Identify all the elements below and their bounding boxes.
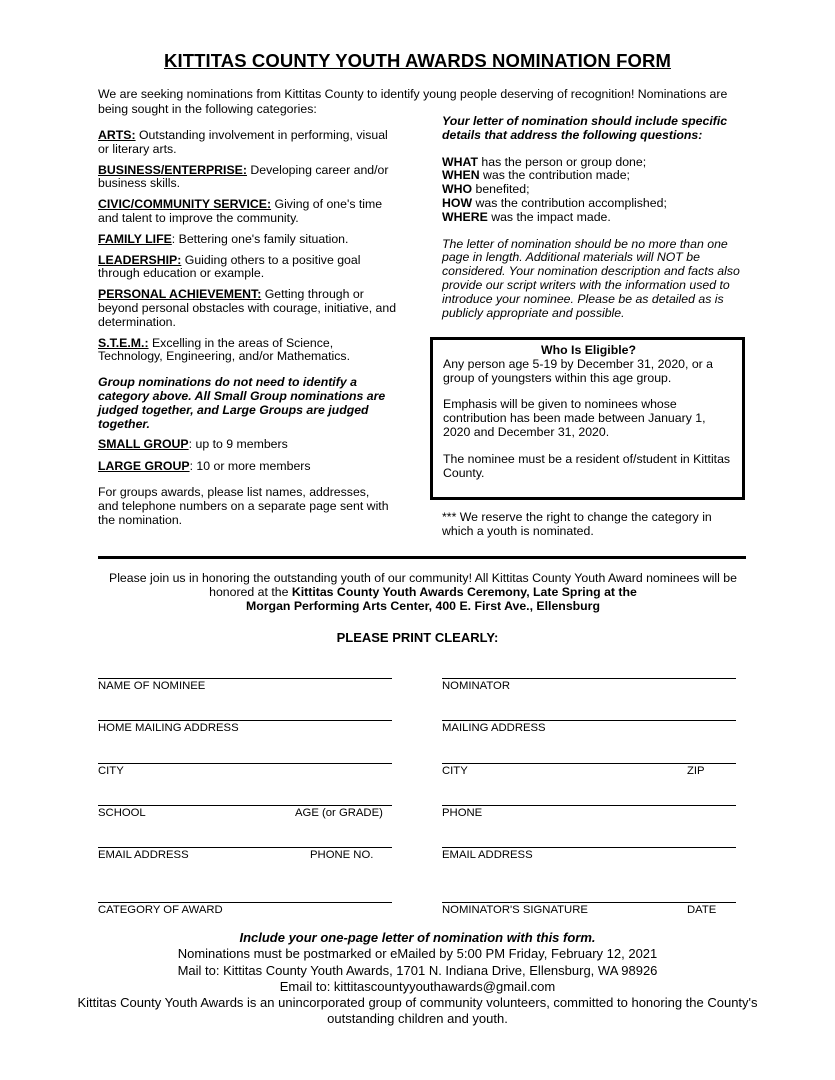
category-desc: Excelling in the areas of Science, Technology, Engineering, and/or Mathematics.	[98, 335, 351, 364]
category-name: LEADERSHIP:	[98, 252, 182, 267]
question-text: benefited;	[472, 182, 530, 197]
question-word: WHERE	[442, 209, 488, 224]
form-title: KITTITAS COUNTY YOUTH AWARDS NOMINATION FORM	[164, 50, 671, 71]
nominee-city-line[interactable]	[98, 763, 392, 764]
nominee-email-line[interactable]	[98, 847, 392, 848]
field-label: ZIP	[687, 765, 705, 777]
category-personal	[98, 288, 398, 329]
category-name: BUSINESS/ENTERPRISE:	[98, 162, 247, 177]
field-label: NAME OF NOMINEE	[98, 680, 206, 692]
group-desc: : 10 or more members	[189, 459, 311, 474]
nominator-email-line[interactable]	[442, 847, 736, 848]
reserve-note: *** We reserve the right to change the category in which a youth is nominated.	[442, 510, 712, 538]
category-family	[98, 233, 398, 247]
groups-awards-note: For groups awards, please list names, addresses, and telephone numbers on a separate page sent with the nomination.	[98, 484, 389, 527]
eligibility-box	[430, 337, 745, 500]
question-where	[442, 211, 740, 225]
footer-mail-address: Mail to: Kittitas County Youth Awards, 1701 N. Indiana Drive, Ellensburg, WA 98926	[177, 962, 658, 978]
category-name: S.T.E.M.:	[98, 335, 149, 350]
field-label: NOMINATOR'S SIGNATURE	[442, 904, 588, 916]
field-label: CITY	[442, 765, 468, 777]
category-list	[98, 129, 398, 527]
field-label: SCHOOL	[98, 807, 146, 819]
question-word: WHAT	[442, 154, 478, 169]
category-desc: : Bettering one's family situation.	[171, 231, 349, 246]
field-label: NOMINATOR	[442, 680, 510, 692]
question-text: was the contribution made;	[479, 168, 630, 183]
footer-email: Email to: kittitascountyyouthawards@gmail.com	[279, 978, 556, 994]
category-desc: Giving of one's time and talent to improve the community.	[98, 197, 383, 225]
category-name: ARTS:	[98, 128, 136, 142]
footer-deadline: Nominations must be postmarked or eMailed by 5:00 PM Friday, February 12, 2021	[177, 946, 658, 962]
category-stem	[98, 337, 398, 365]
question-word: HOW	[442, 195, 473, 210]
group-note: Group nominations do not need to identify a category above. All Small Group nominations are judged together, and Large Groups are judged together.	[98, 375, 386, 431]
home-address-line[interactable]	[98, 720, 392, 721]
signature-line[interactable]	[442, 902, 736, 903]
print-clearly-heading: PLEASE PRINT CLEARLY:	[336, 630, 499, 645]
question-who	[442, 183, 740, 197]
honor-text: honored at the	[209, 585, 292, 599]
footer-about: Kittitas County Youth Awards is an unincorporated group of community volunteers, committed to honoring the County's outstanding children and youth.	[77, 995, 758, 1027]
group-desc: : up to 9 members	[188, 437, 288, 452]
large-group	[98, 460, 398, 474]
eligibility-dates: Emphasis will be given to nominees whose contribution has been made between January 1, 2020 and December 31, 2020.	[443, 397, 706, 439]
field-label: PHONE	[442, 807, 483, 819]
question-text: was the contribution accomplished;	[472, 195, 667, 210]
category-of-award-line[interactable]	[98, 902, 392, 903]
footer	[60, 930, 775, 1028]
category-name: FAMILY LIFE	[98, 231, 172, 246]
question-what	[442, 156, 740, 170]
mailing-address-line[interactable]	[442, 720, 736, 721]
category-business	[98, 164, 398, 192]
question-word: WHO	[442, 182, 473, 197]
field-label: EMAIL ADDRESS	[442, 849, 533, 861]
question-how	[442, 197, 740, 211]
field-label: EMAIL ADDRESS	[98, 849, 189, 861]
honor-line: Please join us in honoring the outstanding youth of our community! All Kittitas County Youth Award nominees will be	[109, 571, 737, 585]
field-label: CITY	[98, 765, 124, 777]
nominator-phone-line[interactable]	[442, 805, 736, 806]
category-name: CIVIC/COMMUNITY SERVICE:	[98, 197, 272, 212]
category-civic	[98, 198, 398, 226]
small-group	[98, 438, 398, 452]
group-name: LARGE GROUP	[98, 459, 190, 474]
eligibility-residency: The nominee must be a resident of/student in Kittitas County.	[443, 451, 731, 480]
nominator-line[interactable]	[442, 678, 736, 679]
nominator-city-line[interactable]	[442, 763, 736, 764]
honor-notice	[98, 571, 748, 613]
category-arts	[98, 129, 398, 157]
field-label: PHONE NO.	[310, 849, 374, 861]
category-desc: Guiding others to a positive goal through education or example.	[98, 252, 361, 281]
category-leadership	[98, 254, 398, 282]
section-divider	[98, 556, 746, 559]
field-label: HOME MAILING ADDRESS	[98, 722, 239, 734]
question-when	[442, 169, 740, 183]
footer-instruction: Include your one-page letter of nomination with this form.	[239, 930, 596, 945]
eligibility-age: Any person age 5-19 by December 31, 2020, or a group of youngsters within this age group.	[443, 356, 714, 385]
honor-line	[98, 585, 748, 599]
field-label: MAILING ADDRESS	[442, 722, 546, 734]
school-line[interactable]	[98, 805, 392, 806]
category-desc: Outstanding involvement in performing, visual or literary arts.	[98, 128, 388, 156]
field-label: CATEGORY OF AWARD	[98, 904, 223, 916]
question-word: WHEN	[442, 168, 480, 183]
letter-note: The letter of nomination should be no more than one page in length. Additional materials will NOT be considered. Your nomination description and facts also provide our script writers with the information used to introduce your nominee. Please be as detailed as is publicly appropriate and possible.	[442, 236, 740, 320]
category-desc: Developing career and/or business skills.	[98, 162, 389, 191]
category-desc: Getting through or beyond personal obstacles with courage, initiative, and determination.	[98, 287, 397, 329]
question-text: was the impact made.	[487, 209, 611, 224]
field-label: AGE (or GRADE)	[295, 807, 383, 819]
letter-instructions	[442, 115, 740, 320]
field-label: DATE	[687, 904, 717, 916]
nominee-name-line[interactable]	[98, 678, 392, 679]
category-name: PERSONAL ACHIEVEMENT:	[98, 287, 262, 302]
question-text: has the person or group done;	[477, 154, 647, 169]
intro-text: We are seeking nominations from Kittitas County to identify young people deserving of recognition! Nominations are being sought in the following categories:	[98, 87, 728, 116]
group-name: SMALL GROUP	[98, 437, 189, 452]
honor-venue: Morgan Performing Arts Center, 400 E. First Ave., Ellensburg	[246, 599, 600, 613]
honor-event: Kittitas County Youth Awards Ceremony, Late Spring at the	[291, 585, 637, 599]
letter-heading: Your letter of nomination should include specific details that address the following questions:	[442, 114, 728, 142]
eligibility-heading: Who Is Eligible?	[541, 343, 636, 357]
